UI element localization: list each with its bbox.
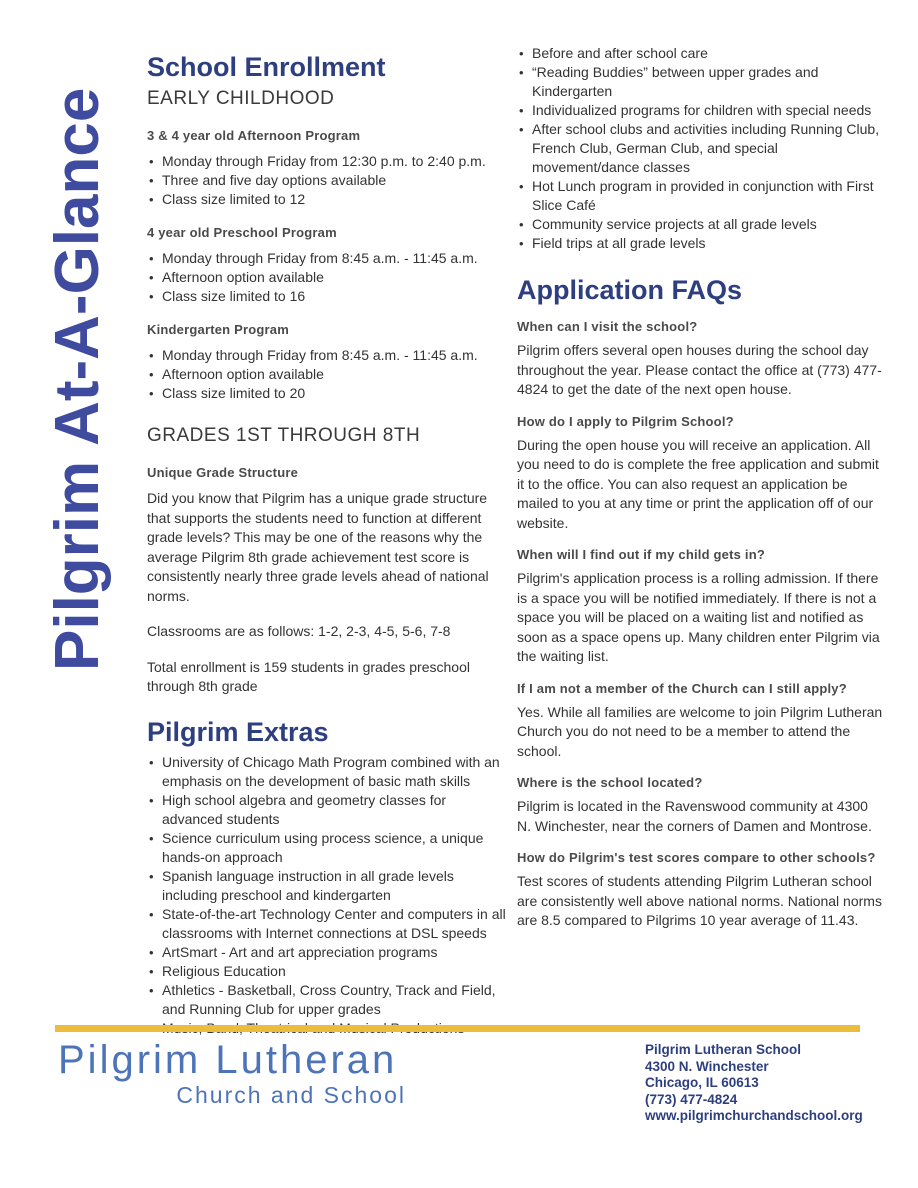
list-item: • Athletics - Basketball, Cross Country, Track and Field, and Running Club for upper grades <box>147 981 507 1019</box>
list-item: • University of Chicago Math Program combined with an emphasis on the development of basic math skills <box>147 753 507 791</box>
faq-question: When can I visit the school? <box>517 319 698 334</box>
list-item: • Three and five day options available <box>147 171 507 190</box>
list-item: • Monday through Friday from 8:45 a.m. - 11:45 a.m. <box>147 249 507 268</box>
unique-grade-structure-heading: Unique Grade Structure <box>147 465 299 480</box>
program-heading-preschool: 4 year old Preschool Program <box>147 225 337 240</box>
list-item: • Monday through Friday from 8:45 a.m. - 11:45 a.m. <box>147 346 507 365</box>
grades-paragraph: Did you know that Pilgrim has a unique grade structure that supports the students need to function at different grade levels? This may be one of the reasons why the average Pilgrim 8th grade achievement test score is consistently nearly three grade levels ahead of national norms. <box>147 490 489 604</box>
list-item: • High school algebra and geometry classes for advanced students <box>147 791 507 829</box>
kindergarten-program-list <box>147 346 507 403</box>
address-line-school: Pilgrim Lutheran School <box>645 1042 802 1057</box>
faq-answer: During the open house you will receive an application. All you need to do is complete the free application and submit it to the office. You can also request an application be mailed to you at any time or print the application off of our website. <box>517 436 879 531</box>
faq-answer: Pilgrim's application process is a rolling admission. If there is a space you will be notified immediately. If there is not a space you will be placed on a waiting list and notified as soon as a space opens up. Many children enter Pilgrim via the waiting list. <box>517 570 880 664</box>
list-item: • ArtSmart - Art and art appreciation programs <box>147 943 507 962</box>
pilgrim-extras-list <box>147 753 507 1038</box>
list-item: • After school clubs and activities including Running Club, French Club, German Club, and special movement/dance classes <box>517 120 885 177</box>
grades-section <box>147 425 507 697</box>
logo-subtitle: Church and School <box>176 1082 406 1108</box>
list-item: • Individualized programs for children with special needs <box>517 101 885 120</box>
list-item: • “Reading Buddies” between upper grades and Kindergarten <box>517 63 885 101</box>
grades-heading: GRADES 1ST THROUGH 8TH <box>147 425 421 446</box>
list-item: • Hot Lunch program in provided in conjunction with First Slice Café <box>517 177 885 215</box>
pilgrim-extras-section <box>147 717 507 1038</box>
right-column <box>517 44 885 937</box>
list-item: • Afternoon option available <box>147 268 507 287</box>
application-faqs-heading: Application FAQs <box>517 275 743 305</box>
preschool-program-list <box>147 249 507 306</box>
program-heading-afternoon: 3 & 4 year old Afternoon Program <box>147 128 361 143</box>
address-line-website: www.pilgrimchurchandschool.org <box>645 1108 863 1123</box>
faq-answer: Pilgrim is located in the Ravenswood community at 4300 N. Winchester, near the corners of Damen and Montrose. <box>517 798 872 834</box>
list-item: • State-of-the-art Technology Center and computers in all classrooms with Internet connections at DSL speeds <box>147 905 507 943</box>
list-item: • Class size limited to 12 <box>147 190 507 209</box>
faq-question: If I am not a member of the Church can I still apply? <box>517 680 847 696</box>
faq-answer: Yes. While all families are welcome to join Pilgrim Lutheran Church you do not need to be a member to attend the school. <box>517 703 883 759</box>
list-item: • Afternoon option available <box>147 365 507 384</box>
list-item: • Before and after school care <box>517 44 885 63</box>
application-faqs-section <box>517 275 885 931</box>
classrooms-paragraph: Classrooms are as follows: 1-2, 2-3, 4-5, 5-6, 7-8 <box>147 623 451 639</box>
gold-divider-rule <box>55 1025 860 1032</box>
logo-title: Pilgrim Lutheran <box>58 1038 398 1082</box>
afternoon-program-list <box>147 152 507 209</box>
list-item: • Monday through Friday from 12:30 p.m. to 2:40 p.m. <box>147 152 507 171</box>
school-address-block <box>645 1042 885 1125</box>
address-line-street: 4300 N. Winchester <box>645 1058 769 1074</box>
school-enrollment-heading: School Enrollment <box>147 52 386 82</box>
faq-question: How do I apply to Pilgrim School? <box>517 413 734 429</box>
faq-question: When will I find out if my child gets in? <box>517 547 765 562</box>
early-childhood-heading: EARLY CHILDHOOD <box>147 88 335 109</box>
list-item: • Spanish language instruction in all grade levels including preschool and kindergarten <box>147 867 507 905</box>
list-item: • Class size limited to 20 <box>147 384 507 403</box>
address-line-city: Chicago, IL 60613 <box>645 1075 759 1090</box>
faq-question: Where is the school located? <box>517 775 703 790</box>
list-item: • Field trips at all grade levels <box>517 234 885 253</box>
program-heading-kindergarten: Kindergarten Program <box>147 322 289 337</box>
list-item: • Community service projects at all grade levels <box>517 215 885 234</box>
address-line-phone: (773) 477-4824 <box>645 1091 738 1107</box>
list-item: • Class size limited to 16 <box>147 287 507 306</box>
left-column <box>147 52 507 1054</box>
list-item: • Religious Education <box>147 962 507 981</box>
faq-answer: Test scores of students attending Pilgrim Lutheran school are consistently well above national norms. National norms are 8.5 compared to Pilgrims 10 year average of 11.43. <box>517 873 882 928</box>
enrollment-total-paragraph: Total enrollment is 159 students in grades preschool through 8th grade <box>147 658 470 694</box>
vertical-page-title: Pilgrim At-A-Glance <box>43 87 112 671</box>
faq-answer: Pilgrim offers several open houses during the school day throughout the year. Please contact the office at (773) 477-4824 to get the date of the next open house. <box>517 342 882 397</box>
pilgrim-extras-heading: Pilgrim Extras <box>147 716 329 747</box>
pilgrim-lutheran-logo <box>58 1038 410 1108</box>
pilgrim-extras-continued-list <box>517 44 885 253</box>
faq-question: How do Pilgrim's test scores compare to other schools? <box>517 850 876 865</box>
list-item: • Science curriculum using process science, a unique hands-on approach <box>147 829 507 867</box>
